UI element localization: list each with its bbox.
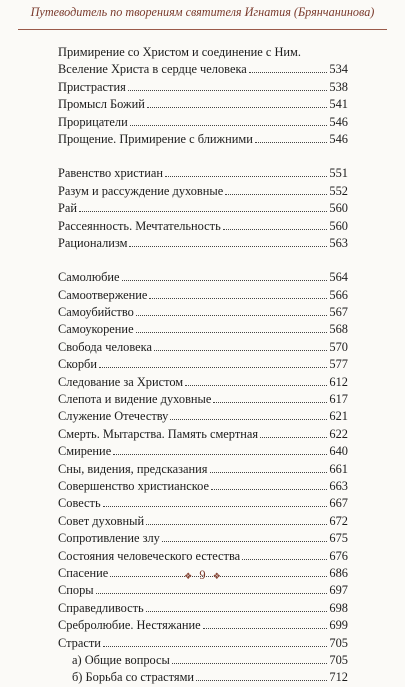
toc-entry-title: Служение Отечеству — [58, 409, 169, 424]
toc-entry — [58, 96, 348, 113]
toc-entry-page: 617 — [329, 392, 348, 407]
toc-entry — [58, 513, 348, 530]
toc-dot-leader — [172, 663, 328, 664]
toc-dot-leader — [79, 211, 327, 212]
toc-entry — [58, 669, 348, 686]
toc-entry-title: Сребролюбие. Нестяжание — [58, 618, 201, 633]
toc-dot-leader — [242, 559, 327, 560]
toc-entry-title: Разум и рассуждение духовные — [58, 183, 224, 198]
toc-entry-title: Совет духовный — [58, 513, 145, 528]
toc-entry-title: Следование за Христом — [58, 374, 184, 389]
toc-dot-leader — [103, 646, 327, 647]
toc-entry — [58, 391, 348, 408]
toc-entry-page: 566 — [329, 287, 348, 302]
toc-dot-leader — [162, 541, 328, 542]
toc-entry-page: 570 — [329, 339, 348, 354]
toc-dot-leader — [210, 472, 328, 473]
toc-entry — [58, 426, 348, 443]
toc-entry — [58, 530, 348, 547]
toc-entry-page: 552 — [329, 183, 348, 198]
toc-entry — [58, 356, 348, 373]
toc-entry-page: 697 — [329, 583, 348, 598]
toc-entry-title: Скорби — [58, 357, 97, 372]
toc-entry — [58, 495, 348, 512]
toc-entry — [58, 165, 348, 182]
toc-entry — [58, 443, 348, 460]
page-footer — [0, 568, 405, 583]
toc-entry — [58, 321, 348, 338]
toc-entry — [58, 652, 348, 669]
toc-entry-page: 686 — [329, 565, 348, 580]
page-number: 9 — [199, 568, 206, 582]
toc-entry — [58, 582, 348, 599]
toc-dot-leader — [225, 194, 327, 195]
toc-entry-title: Состояния человеческого естества — [58, 548, 241, 563]
toc-dot-leader — [113, 454, 327, 455]
toc-entry-title: б) Борьба со страстями — [72, 670, 195, 685]
toc-entry — [58, 374, 348, 391]
toc-dot-leader — [255, 142, 328, 143]
toc-entry — [58, 548, 348, 565]
toc-entry-page: 675 — [329, 531, 348, 546]
toc-dot-leader — [196, 680, 327, 681]
toc-entry-title: Смирение — [58, 444, 112, 459]
toc-dot-leader — [185, 385, 327, 386]
toc-group — [58, 165, 348, 252]
running-header: Путеводитель по творениям святителя Игнатия (Брянчанинова) — [30, 5, 375, 19]
right-ornament-icon: ❖ — [212, 571, 221, 581]
toc-dot-leader — [147, 107, 328, 108]
toc-entry — [58, 408, 348, 425]
toc-group — [58, 269, 348, 686]
toc-entry-title: Сны, видения, предсказания — [58, 461, 208, 476]
toc-entry-title: Самолюбие — [58, 270, 120, 285]
toc-entry-page: 564 — [329, 270, 348, 285]
toc-entry-page: 563 — [329, 235, 348, 250]
toc-entry-page: 640 — [329, 444, 348, 459]
toc-entry-page: 705 — [329, 635, 348, 650]
toc-entry-title: Рационализм — [58, 235, 128, 250]
toc-entry-page: 546 — [329, 131, 348, 146]
toc-entry-page: 560 — [329, 218, 348, 233]
toc-dot-leader — [130, 125, 328, 126]
toc-entry-page: 705 — [329, 652, 348, 667]
toc-entry-title: Прорицатели — [58, 114, 128, 129]
toc-entry-title: Смерть. Мытарства. Память смертная — [58, 426, 259, 441]
toc-entry — [58, 44, 348, 61]
toc-entry-title: Равенство христиан — [58, 166, 163, 181]
toc-entry-page: 663 — [329, 478, 348, 493]
toc-entry-page: 712 — [329, 670, 348, 685]
toc-dot-leader — [249, 72, 328, 73]
toc-dot-leader — [213, 402, 327, 403]
toc-entry — [58, 200, 348, 217]
toc-entry — [58, 339, 348, 356]
toc-entry-page: 676 — [329, 548, 348, 563]
toc-entry-page: 560 — [329, 201, 348, 216]
toc-entry-page: 538 — [329, 79, 348, 94]
toc-entry-title: Совершенство христианское — [58, 478, 210, 493]
toc-dot-leader — [136, 332, 328, 333]
toc-dot-leader — [211, 489, 327, 490]
toc-entry-page: 661 — [329, 461, 348, 476]
toc-entry — [58, 304, 348, 321]
toc-dot-leader — [260, 437, 327, 438]
toc-entry-title: Рай — [58, 201, 78, 216]
toc-entry — [58, 131, 348, 148]
toc-dot-leader — [96, 593, 328, 594]
toc-entry — [58, 600, 348, 617]
header-rule — [18, 29, 387, 30]
toc-entry — [58, 617, 348, 634]
toc-entry-title: Совесть — [58, 496, 101, 511]
toc-entry-title: Самоубийство — [58, 305, 134, 320]
toc-entry-page: 667 — [329, 496, 348, 511]
toc-entry — [58, 79, 348, 96]
toc-dot-leader — [170, 419, 327, 420]
toc-entry-title: а) Общие вопросы — [72, 652, 170, 667]
toc-entry-page: 541 — [329, 97, 348, 112]
toc-dot-leader — [146, 611, 328, 612]
toc-entry-page: 546 — [329, 114, 348, 129]
toc-entry — [58, 235, 348, 252]
toc-entry-page: 621 — [329, 409, 348, 424]
toc-entry-title: Промысл Божий — [58, 97, 145, 112]
toc-entry — [58, 61, 348, 78]
toc-entry-title: Спасение — [58, 565, 109, 580]
toc-entry — [58, 461, 348, 478]
toc-dot-leader — [103, 506, 328, 507]
toc-dot-leader — [122, 280, 328, 281]
toc-dot-leader — [223, 229, 328, 230]
toc-entry-title: Примирение со Христом и соединение с Ним. — [58, 45, 301, 59]
toc-entry-page: 577 — [329, 357, 348, 372]
toc-entry-page: 534 — [329, 62, 348, 77]
toc-dot-leader — [136, 315, 328, 316]
toc-entry-title: Рассеянность. Мечтательность — [58, 218, 221, 233]
toc-entry-title: Самоукорение — [58, 322, 134, 337]
toc-entry — [58, 114, 348, 131]
toc-entry-title: Сопротивление злу — [58, 531, 160, 546]
toc-entry-page: 699 — [329, 618, 348, 633]
toc-entry-title: Пристрастия — [58, 79, 126, 94]
toc-entry-page: 698 — [329, 600, 348, 615]
toc-entry — [58, 478, 348, 495]
toc-entry-title: Самоотвержение — [58, 287, 148, 302]
toc-entry-title: Слепота и видение духовные — [58, 392, 212, 407]
toc-entry-page: 568 — [329, 322, 348, 337]
toc-entry-title: Прощение. Примирение с ближними — [58, 131, 253, 146]
toc-dot-leader — [203, 628, 328, 629]
toc-entry — [58, 635, 348, 652]
toc-entry-title: Свобода человека — [58, 339, 152, 354]
toc-group — [58, 44, 348, 148]
toc-entry-title: Вселение Христа в сердце человека — [58, 62, 247, 77]
toc-dot-leader — [129, 246, 327, 247]
toc-entry — [58, 269, 348, 286]
toc-dot-leader — [149, 298, 327, 299]
toc-entry-page: 612 — [329, 374, 348, 389]
toc-entry-title: Справедливость — [58, 600, 144, 615]
left-ornament-icon: ❖ — [184, 571, 193, 581]
toc-entry-title: Споры — [58, 583, 94, 598]
toc-entry-page: 551 — [329, 166, 348, 181]
toc-dot-leader — [165, 176, 327, 177]
toc-entry-page: 567 — [329, 305, 348, 320]
toc-entry — [58, 218, 348, 235]
toc-entry — [58, 183, 348, 200]
toc-entry — [58, 287, 348, 304]
table-of-contents — [58, 44, 348, 687]
toc-dot-leader — [146, 524, 327, 525]
toc-dot-leader — [128, 90, 328, 91]
toc-dot-leader — [99, 367, 327, 368]
toc-dot-leader — [154, 350, 327, 351]
toc-entry-title: Страсти — [58, 635, 101, 650]
toc-entry-page: 672 — [329, 513, 348, 528]
toc-entry-page: 622 — [329, 426, 348, 441]
